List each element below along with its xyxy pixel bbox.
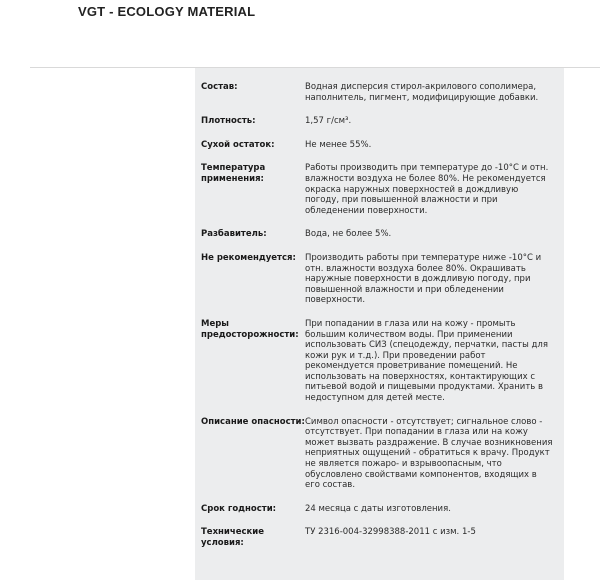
spec-row-precautions — [195, 319, 564, 404]
specifications-table — [195, 68, 564, 580]
spec-row-dry-residue — [195, 140, 564, 151]
page-title: VGT - ECOLOGY MATERIAL — [78, 4, 256, 19]
spec-value: Работы производить при температуре до -10°С и отн. влажности воздуха не более 80%. Не рекомендуется окраска наружных поверхностей в дождливую погоду, при повышенной влажности и при обледенении поверхности. — [305, 163, 549, 216]
spec-label: Температура применения: — [201, 163, 266, 184]
spec-label: Не рекомендуется: — [201, 252, 296, 263]
spec-label: Плотность: — [201, 116, 256, 127]
spec-row-composition — [195, 82, 564, 103]
spec-row-thinner — [195, 229, 564, 240]
spec-label: Технические условия: — [201, 527, 265, 548]
spec-row-technical-conditions — [195, 527, 564, 548]
spec-value: 24 месяца с даты изготовления. — [305, 503, 451, 514]
spec-row-shelf-life — [195, 504, 564, 515]
spec-row-not-recommended — [195, 253, 564, 306]
spec-row-application-temperature — [195, 163, 564, 216]
spec-value: При попадании в глаза или на кожу - промыть большим количеством воды. При применении использовать СИЗ (спецодежду, перчатки, пасты для кожи рук и т.д.). При проведении работ рекомендуется проветривание помещений. Не использовать на поверхностях, контактирующих с питьевой водой и пищевыми продуктами. Хранить в недоступном для детей месте. — [305, 318, 548, 404]
spec-label: Меры предосторожности: — [201, 318, 299, 340]
spec-value: Производить работы при температуре ниже -10°С и отн. влажности воздуха более 80%. Окрашивать наружные поверхности в дождливую погоду, при повышенной влажности и при обледенении поверхности. — [305, 252, 542, 306]
spec-value: Символ опасности - отсутствует; сигнальное слово - отсутствует. При попадании в глаза или на кожу может вызвать раздражение. В случае возникновения неприятных ощущений - обратиться к врачу. Продукт не является пожаро- и взрывоопасным, что обусловлено свойствами компонентов, входящих в его состав. — [305, 416, 553, 491]
spec-label: Описание опасности: — [201, 416, 305, 427]
spec-value: Вода, не более 5%. — [305, 229, 392, 240]
spec-value: Водная дисперсия стирол-акрилового сополимера, наполнитель, пигмент, модифицирующие добавки. — [305, 82, 539, 103]
spec-value: ТУ 2316-004-32998388-2011 с изм. 1-5 — [305, 527, 476, 538]
spec-row-hazard-description — [195, 417, 564, 491]
spec-value: 1,57 г/см³. — [305, 116, 352, 127]
spec-row-density — [195, 116, 564, 127]
spec-value: Не менее 55%. — [305, 139, 372, 150]
spec-label: Сухой остаток: — [201, 139, 275, 150]
spec-label: Разбавитель: — [201, 229, 267, 240]
spec-label: Состав: — [201, 82, 238, 92]
spec-label: Срок годности: — [201, 503, 277, 514]
